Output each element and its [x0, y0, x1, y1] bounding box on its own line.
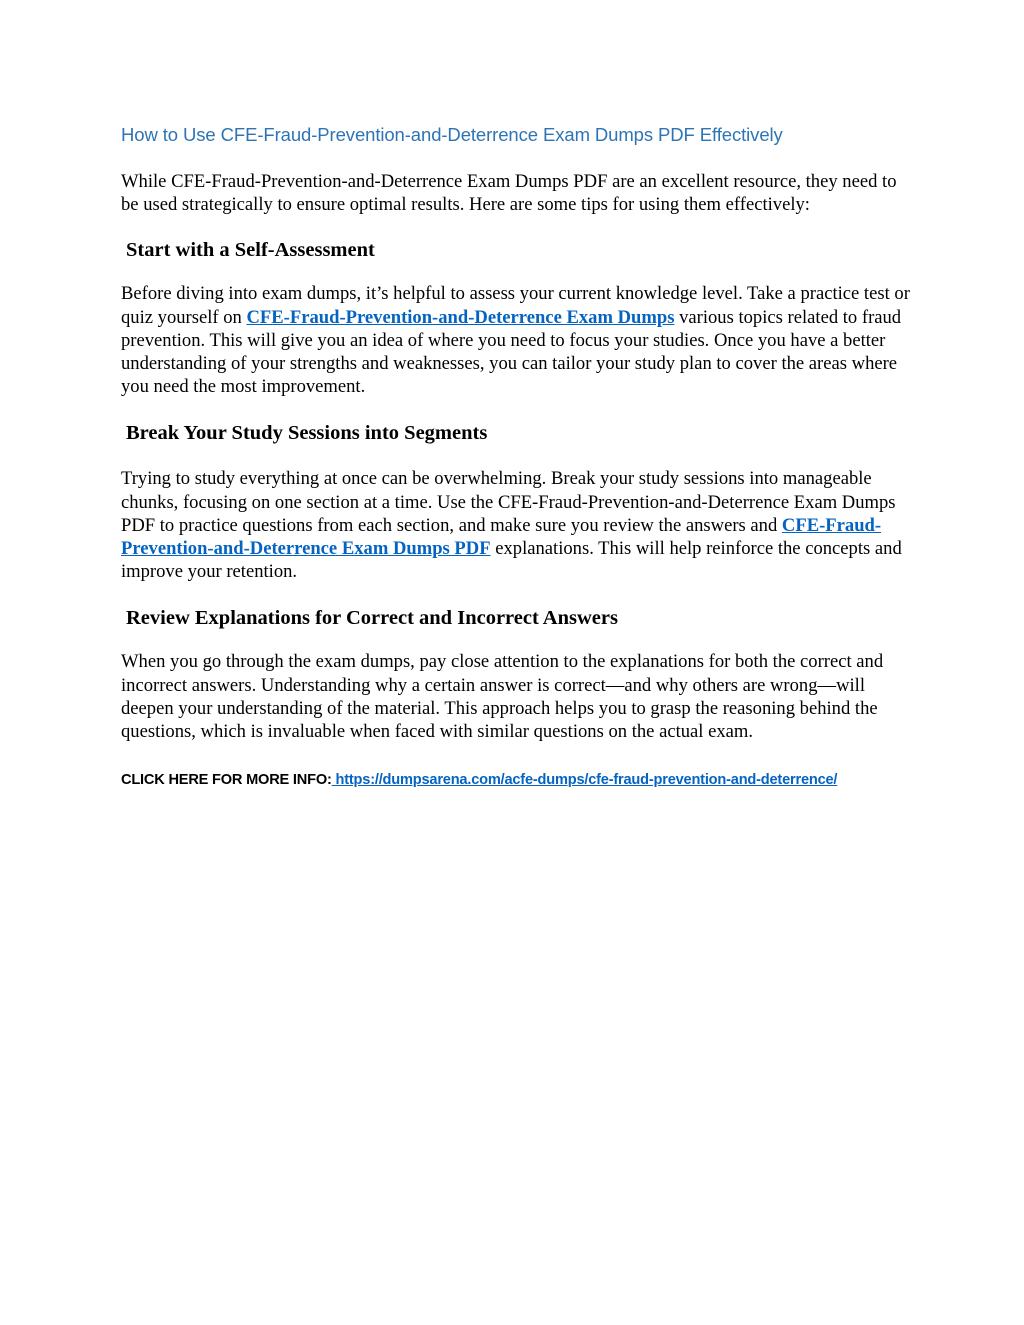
paragraph-text: explanations. This will help reinforce the concepts and improve your retention. — [121, 538, 902, 583]
paragraph-text: various topics related to fraud prevention. This will give you an idea of where you need to focus your studies. Once you have a better understanding of your strengths and weaknesses, you can tailor your study plan to cover the areas where you need the most improvement. — [121, 306, 902, 398]
paragraph-text: Before diving into exam dumps, it’s helpful to assess your current knowledge level. Take a practice test or quiz yourself on — [121, 283, 910, 328]
section-heading-study-sessions: Break Your Study Sessions into Segments — [126, 422, 488, 445]
document-content — [121, 124, 911, 791]
more-info-callout — [121, 769, 911, 791]
more-info-url-link[interactable]: https://dumpsarena.com/acfe-dumps/cfe-fraud-prevention-and-deterrence/ — [331, 772, 838, 789]
exam-dumps-link[interactable]: CFE-Fraud-Prevention-and-Deterrence Exam Dumps — [246, 306, 675, 328]
document-title: How to Use CFE-Fraud-Prevention-and-Deterrence Exam Dumps PDF Effectively — [121, 124, 783, 145]
section-heading-review-explanations: Review Explanations for Correct and Incorrect Answers — [126, 607, 618, 630]
section-paragraph-review-explanations: When you go through the exam dumps, pay close attention to the explanations for both the correct and incorrect answers. Understanding why a certain answer is correct—and why others are wrong—will deepen your understanding of the material. This approach helps you to grasp the reasoning behind the questions, which is invaluable when faced with similar questions on the actual exam. — [121, 651, 884, 743]
section-paragraph-self-assessment — [121, 282, 911, 398]
section-heading-self-assessment: Start with a Self-Assessment — [126, 239, 375, 262]
section-paragraph-study-sessions — [121, 467, 911, 583]
paragraph-text: Trying to study everything at once can be overwhelming. Break your study sessions into manageable chunks, focusing on one section at a time. Use the CFE-Fraud-Prevention-and-Deterrence Exam Dumps PDF to practice questions from each section, and make sure you review the answers and — [121, 468, 896, 536]
exam-dumps-pdf-link[interactable]: CFE-Fraud-Prevention-and-Deterrence Exam Dumps PDF — [121, 514, 882, 560]
more-info-label: CLICK HERE FOR MORE INFO: — [121, 772, 332, 789]
intro-paragraph: While CFE-Fraud-Prevention-and-Deterrence Exam Dumps PDF are an excellent resource, they need to be used strategically to ensure optimal results. Here are some tips for using them effectively: — [121, 171, 897, 216]
